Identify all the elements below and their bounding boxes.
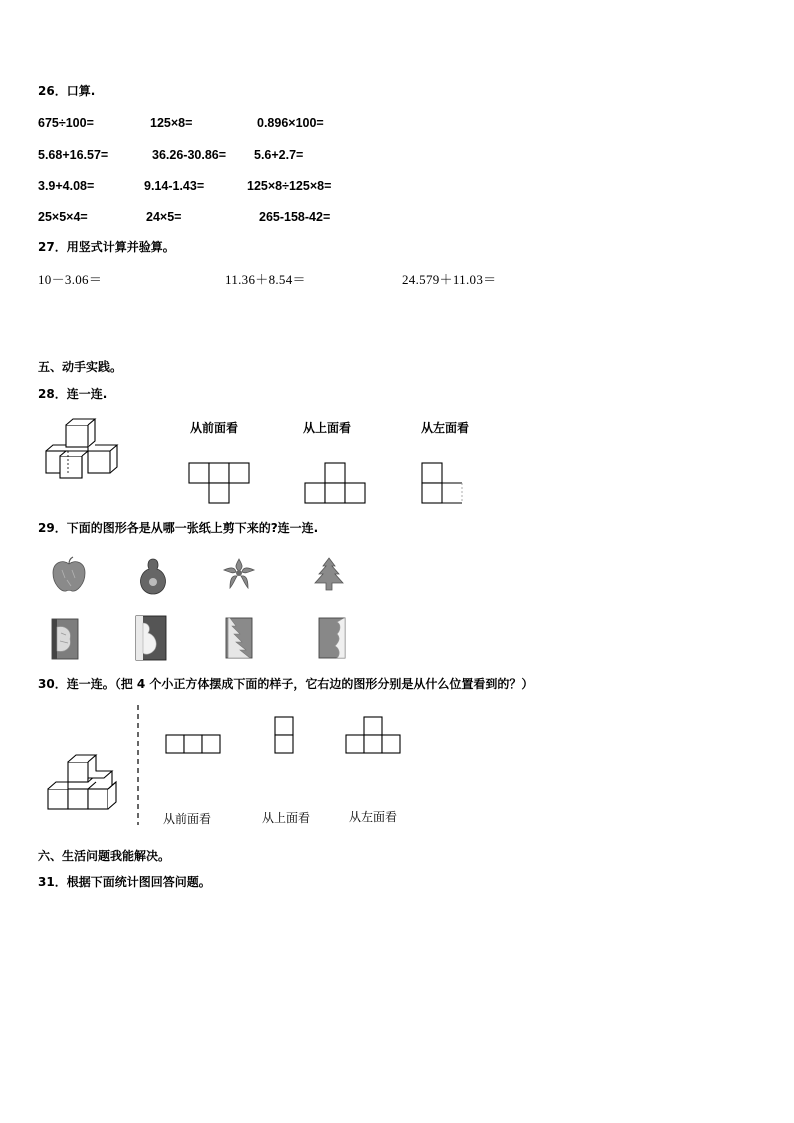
calc-item: 9.14-1.43= <box>144 179 205 193</box>
q30-title: 30．连一连。（把 4 个小正方体摆成下面的样子，它右边的图形分别是从什么位置看到的？） <box>38 677 534 691</box>
calc-item: 125×8÷125×8= <box>247 179 332 193</box>
q30-view-label-top: 从上面看 <box>262 811 311 825</box>
calc-item: 24×5= <box>146 210 182 224</box>
q26-title: 26．口算. <box>38 84 96 98</box>
vertical-calc-item: 24.579＋11.03＝ <box>402 272 497 287</box>
calc-item: 675÷100= <box>38 116 94 130</box>
folded-paper-flower-icon <box>315 614 349 662</box>
folded-paper-tree-icon <box>222 614 256 662</box>
calc-item: 36.26-30.86= <box>152 148 227 162</box>
q30-cube-stack-figure <box>46 752 124 812</box>
vertical-calc-item: 10－3.06＝ <box>38 272 103 287</box>
q28-view-shape-l <box>421 462 463 504</box>
q30-view-label-front: 从前面看 <box>163 812 212 826</box>
apple-cutout-icon <box>50 556 88 594</box>
q28-view-label-left: 从左面看 <box>421 421 470 435</box>
q31-title: 31．根据下面统计图回答问题。 <box>38 875 211 889</box>
q28-view-label-front: 从前面看 <box>190 421 239 435</box>
calc-item: 0.896×100= <box>257 116 324 130</box>
folded-paper-gourd-icon <box>133 613 169 663</box>
q29-title: 29．下面的图形各是从哪一张纸上剪下来的?连一连. <box>38 521 319 535</box>
calc-item: 3.9+4.08= <box>38 179 95 193</box>
gourd-cutout-icon <box>136 556 170 596</box>
dashed-divider <box>136 705 140 825</box>
vertical-calc-item: 11.36＋8.54＝ <box>225 272 306 287</box>
q30-view-shape-column <box>274 716 296 754</box>
calc-item: 25×5×4= <box>38 210 88 224</box>
pine-tree-cutout-icon <box>312 556 346 594</box>
q30-view-shape-t <box>345 716 403 754</box>
q28-view-label-top: 从上面看 <box>303 421 352 435</box>
q28-view-shape-t <box>188 462 250 504</box>
q28-cube-stack-figure <box>44 418 130 486</box>
q27-title: 27．用竖式计算并验算。 <box>38 240 175 254</box>
section-6-title: 六、生活问题我能解决。 <box>38 849 171 863</box>
section-5-title: 五、动手实践。 <box>38 360 123 374</box>
calc-item: 5.6+2.7= <box>254 148 304 162</box>
flower-cutout-icon <box>222 557 256 591</box>
folded-paper-apple-icon <box>48 615 82 663</box>
calc-item: 5.68+16.57= <box>38 148 109 162</box>
q28-title: 28．连一连. <box>38 387 108 401</box>
q30-view-shape-row <box>165 734 223 754</box>
q30-view-label-left: 从左面看 <box>349 810 398 824</box>
calc-item: 125×8= <box>150 116 193 130</box>
q28-view-shape-inverted-t <box>304 462 366 504</box>
calc-item: 265-158-42= <box>259 210 331 224</box>
